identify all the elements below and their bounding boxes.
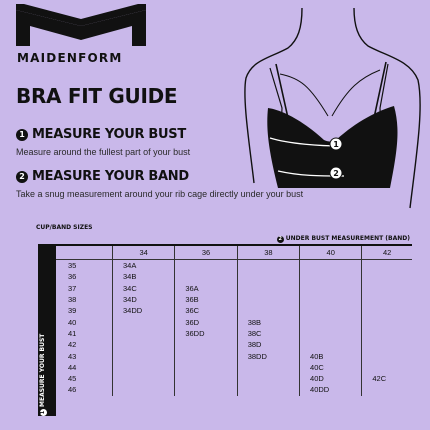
bust-size-cell: 46 <box>68 385 77 395</box>
cup-size-cell <box>300 328 362 339</box>
cup-size-cell: 40C <box>300 362 362 373</box>
cup-size-cell <box>362 316 412 327</box>
cup-size-cell <box>362 271 412 282</box>
band-size-header: 42 <box>362 246 412 260</box>
table-row <box>56 384 412 395</box>
bust-size-cell: 44 <box>68 362 77 372</box>
table-row <box>56 260 412 272</box>
brand-name: MAIDENFORM <box>17 51 123 65</box>
cup-size-cell <box>113 384 175 395</box>
size-table <box>38 234 412 414</box>
cup-size-cell <box>362 384 412 395</box>
cup-size-cell <box>175 271 237 282</box>
cup-size-cell <box>300 294 362 305</box>
table-row <box>56 362 412 373</box>
cup-size-cell: 40D <box>300 373 362 384</box>
cup-size-cell: 36D <box>175 316 237 327</box>
bust-size-cell: 36 <box>68 272 77 282</box>
table-row <box>56 271 412 282</box>
bust-size-cell: 39 <box>68 306 77 316</box>
bust-size-cell: 45 <box>68 374 77 384</box>
cup-size-cell <box>300 339 362 350</box>
bust-size-cell: 41 <box>68 328 77 338</box>
cup-size-cell <box>113 362 175 373</box>
cup-size-cell <box>300 283 362 294</box>
table-row <box>56 339 412 350</box>
cup-size-cell <box>362 294 412 305</box>
step-description: Take a snug measurement around your rib cage directly under your bust <box>16 189 304 199</box>
cup-size-cell <box>113 339 175 350</box>
bust-size-cell: 35 <box>68 261 77 271</box>
cup-size-cell: 40B <box>300 350 362 361</box>
cup-size-cell <box>362 339 412 350</box>
bust-size-cell: 40 <box>68 317 77 327</box>
cup-size-cell: 42C <box>362 373 412 384</box>
table-row <box>56 373 412 384</box>
cup-size-cell: 38B <box>237 316 299 327</box>
cup-size-cell: 36DD <box>175 328 237 339</box>
bust-heading-text: MEASURE YOUR BUST <box>39 333 46 407</box>
cup-size-cell <box>237 373 299 384</box>
bust-heading-bar <box>38 244 56 416</box>
bra-illustration <box>240 8 430 218</box>
cup-size-cell <box>237 305 299 316</box>
cup-size-cell <box>175 373 237 384</box>
table-row <box>56 316 412 327</box>
band-size-header: 36 <box>175 246 237 260</box>
cup-size-cell <box>113 316 175 327</box>
cup-size-cell <box>175 362 237 373</box>
cup-size-cell: 36B <box>175 294 237 305</box>
cup-size-cell: 34D <box>113 294 175 305</box>
cup-size-cell <box>175 350 237 361</box>
bust-size-cell: 37 <box>68 283 77 293</box>
band-heading <box>277 235 410 243</box>
band-size-header <box>56 246 113 260</box>
band-size-header: 40 <box>300 246 362 260</box>
cup-size-cell <box>113 328 175 339</box>
table-row <box>56 283 412 294</box>
cup-size-cell <box>175 339 237 350</box>
cup-size-cell <box>300 316 362 327</box>
cup-band-label: CUP/BAND SIZES <box>36 224 93 231</box>
marker-band-label: 2 <box>333 169 339 178</box>
cup-size-cell <box>362 362 412 373</box>
cup-size-cell: 34B <box>113 271 175 282</box>
table-row <box>56 328 412 339</box>
cup-size-cell <box>300 260 362 272</box>
bust-size-cell: 42 <box>68 340 77 350</box>
cup-size-cell <box>237 283 299 294</box>
step-heading: MEASURE YOUR BAND <box>32 169 189 184</box>
cup-size-cell: 38C <box>237 328 299 339</box>
marker-bust-label: 1 <box>333 140 339 149</box>
cup-size-cell <box>237 294 299 305</box>
cup-size-cell: 36A <box>175 283 237 294</box>
cup-size-cell <box>175 260 237 272</box>
band-heading-text: UNDER BUST MEASUREMENT (BAND) <box>285 235 410 242</box>
cup-size-cell <box>362 260 412 272</box>
cup-size-cell <box>300 305 362 316</box>
cup-size-cell <box>237 384 299 395</box>
step-description: Measure around the fullest part of your bust <box>16 147 191 157</box>
cup-size-cell <box>113 350 175 361</box>
bust-heading-number: 1 <box>40 410 46 415</box>
size-grid <box>56 246 412 396</box>
cup-size-cell: 34C <box>113 283 175 294</box>
band-heading-number: 2 <box>278 236 282 242</box>
cup-size-cell <box>362 283 412 294</box>
cup-size-cell <box>362 328 412 339</box>
cup-size-cell <box>362 305 412 316</box>
maidenform-logo <box>14 4 148 48</box>
cup-size-cell: 38D <box>237 339 299 350</box>
page-title: BRA FIT GUIDE <box>16 84 178 108</box>
cup-size-cell: 38DD <box>237 350 299 361</box>
bust-heading <box>39 334 47 416</box>
cup-size-cell <box>237 362 299 373</box>
step-heading: MEASURE YOUR BUST <box>32 127 186 142</box>
cup-size-cell: 36C <box>175 305 237 316</box>
cup-size-cell: 34A <box>113 260 175 272</box>
band-size-header: 38 <box>237 246 299 260</box>
cup-size-cell: 40DD <box>300 384 362 395</box>
cup-size-cell <box>237 260 299 272</box>
band-size-header: 34 <box>113 246 175 260</box>
torso-bra-icon <box>240 8 430 218</box>
table-row <box>56 294 412 305</box>
maidenform-m-logo-icon <box>14 4 148 48</box>
table-row <box>56 350 412 361</box>
cup-size-cell <box>300 271 362 282</box>
cup-size-cell <box>113 373 175 384</box>
cup-size-cell <box>237 271 299 282</box>
cup-size-cell: 34DD <box>113 305 175 316</box>
band-size-row <box>56 246 412 260</box>
step-number: 2 <box>16 171 28 183</box>
step-number: 1 <box>16 129 28 141</box>
cup-size-cell <box>362 350 412 361</box>
bust-size-cell: 43 <box>68 351 77 361</box>
table-row <box>56 305 412 316</box>
cup-size-cell <box>175 384 237 395</box>
bust-size-cell: 38 <box>68 295 77 305</box>
